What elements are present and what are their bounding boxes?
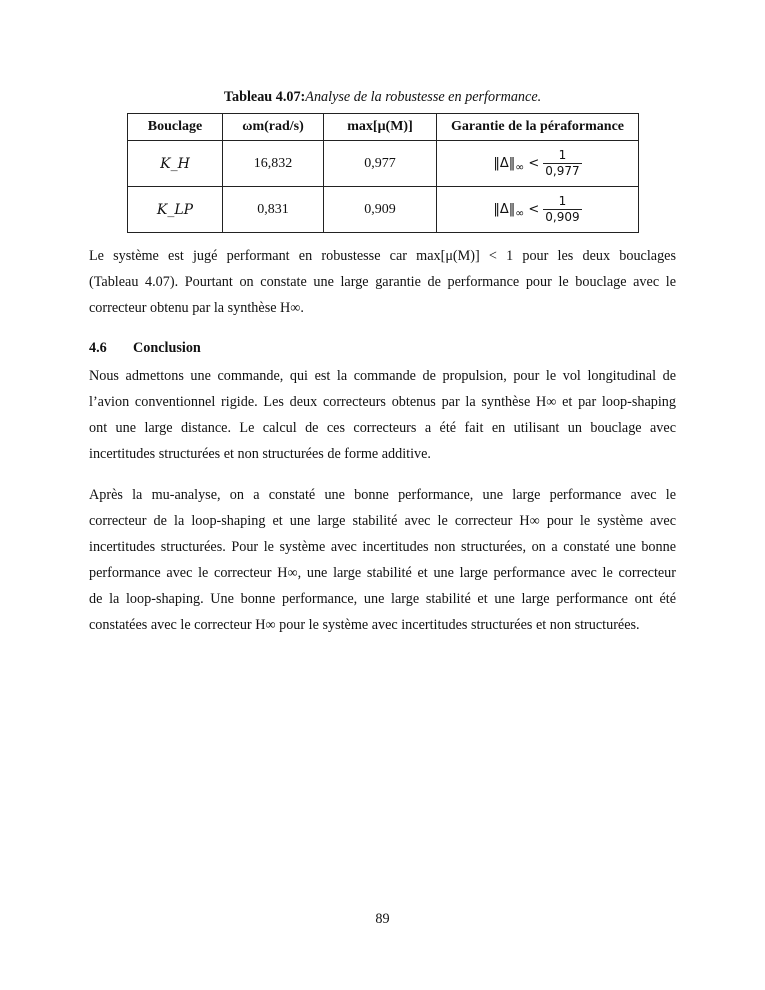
robustness-table (127, 113, 639, 233)
row-bouclage: K_LP (128, 187, 223, 233)
row-garantie: $‖\Delta‖_\infty$ < $\frac{1}{0,977}$ (437, 141, 639, 187)
table-caption: Tableau 4.07:Analyse de la robustesse en performance. (223, 89, 542, 105)
row-garantie: $‖\Delta‖_\infty$ < $\frac{1}{0,909}$ (437, 187, 639, 233)
row-omega: 0,831 (223, 187, 324, 233)
header-garantie: Garantie de la péraformance (437, 114, 639, 141)
section-heading: 4.6 Conclusion (89, 340, 201, 356)
header-max-mu: max[μ(M)] (324, 114, 437, 141)
row-bouclage: K_H (128, 141, 223, 187)
table-header-row (128, 114, 639, 141)
page-number: 89 (375, 911, 390, 927)
paragraph-conclusion-2: Après la mu-analyse, on a constaté une bonne performance, une large performance avec le correcteur de la loop-shaping et une large stabilité avec le correcteur H∞ pour le système avec incertitudes structurées. Pour le système avec incertitudes non structurées, on a constaté une bonne performance avec le correcteur H∞, une large stabilité et une large performance avec le correcteur de la loop-shaping. Une bonne performance, une large stabilité et une large performance ont été constatées avec le correcteur H∞ pour le système avec incertitudes structurées et non structurées. (89, 487, 676, 633)
paragraph-conclusion-1: Nous admettons une commande, qui est la commande de propulsion, pour le vol longitudinal de l’avion conventionnel rigide. Les deux correcteurs obtenus par la synthèse H∞ et par loop-shaping ont une large distance. Le calcul de ces correcteurs a été fait en utilisant un bouclage avec incertitudes structurées et non structurées de forme additive. (89, 368, 676, 462)
header-omega: ωm(rad/s) (223, 114, 324, 141)
row-max-mu: 0,909 (324, 187, 437, 233)
row-max-mu: 0,977 (324, 141, 437, 187)
row-omega: 16,832 (223, 141, 324, 187)
table-row (128, 141, 639, 187)
header-bouclage: Bouclage (128, 114, 223, 141)
paragraph-robustness: Le système est jugé performant en robustesse car max[μ(M)] < 1 pour les deux bouclages (Tableau 4.07). Pourtant on constate une large garantie de performance pour le bouclage avec le correcteur obtenu par la synthèse H∞. (89, 248, 676, 316)
table-row (128, 187, 639, 233)
